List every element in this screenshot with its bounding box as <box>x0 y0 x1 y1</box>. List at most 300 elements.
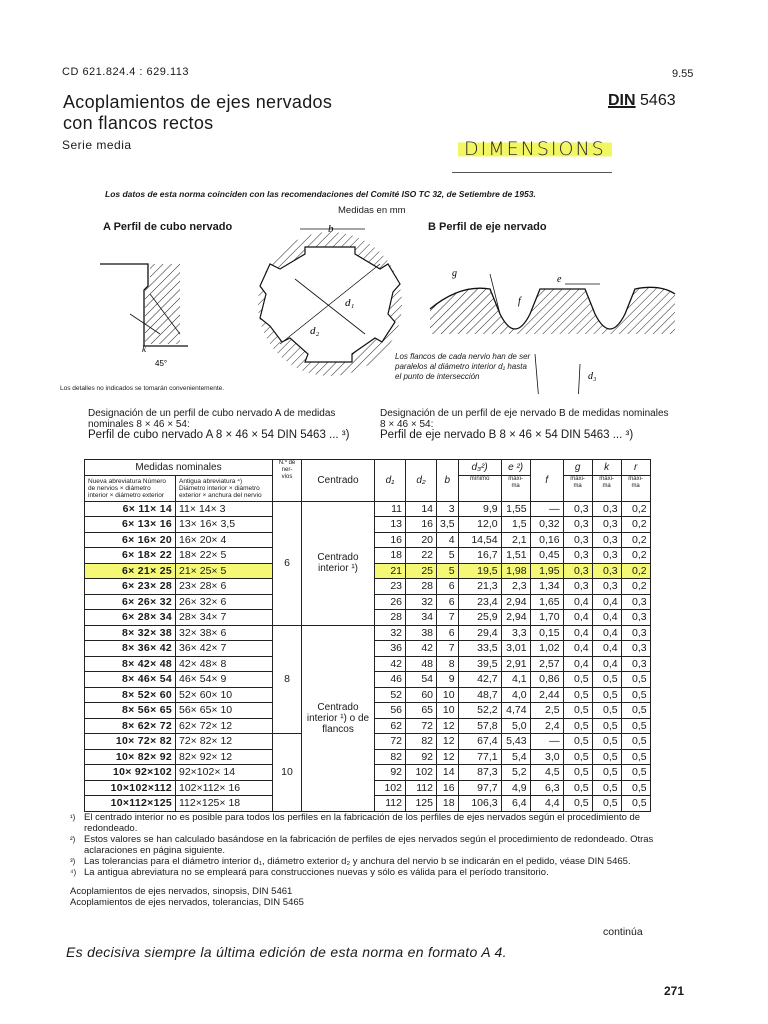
cell-nueva: 10× 82× 92 <box>85 749 176 765</box>
cell-d3: 23,4 <box>458 594 501 610</box>
header-k: k <box>592 460 621 476</box>
cell-d1: 13 <box>375 517 406 533</box>
cell-d2: 102 <box>406 765 437 781</box>
figure-b-title: B Perfil de eje nervado <box>428 221 547 233</box>
cell-d3: 57,8 <box>458 718 501 734</box>
cell-f: 1,95 <box>530 563 563 579</box>
cell-d2: 54 <box>406 672 437 688</box>
cell-k: 0,5 <box>592 687 621 703</box>
cell-d3: 77,1 <box>458 749 501 765</box>
reference-item: Acoplamientos de ejes nervados, sinopsis, DIN 5461 <box>70 886 293 897</box>
cell-f: 4,5 <box>530 765 563 781</box>
cell-d2: 14 <box>406 501 437 517</box>
cell-d3: 12,0 <box>458 517 501 533</box>
cell-f: 4,4 <box>530 796 563 812</box>
cell-g: 0,5 <box>563 672 592 688</box>
cell-d2: 65 <box>406 703 437 719</box>
cell-d2: 82 <box>406 734 437 750</box>
cell-k: 0,4 <box>592 610 621 626</box>
page-number: 271 <box>664 984 685 998</box>
cell-nueva: 6× 13× 16 <box>85 517 176 533</box>
cell-nueva: 6× 28× 34 <box>85 610 176 626</box>
designation-b <box>380 408 670 441</box>
figure-a-title: A Perfil de cubo nervado <box>103 221 233 233</box>
din-standard <box>608 92 676 110</box>
footnote <box>70 834 670 856</box>
cell-d1: 112 <box>375 796 406 812</box>
cell-b: 3,5 <box>437 517 459 533</box>
cell-r: 0,5 <box>621 734 650 750</box>
cell-antigua: 46× 54× 9 <box>176 672 273 688</box>
footnote-mark: ⁴) <box>70 868 77 877</box>
cell-d1: 52 <box>375 687 406 703</box>
cell-g: 0,5 <box>563 734 592 750</box>
cell-d3: 106,3 <box>458 796 501 812</box>
cell-d3: 19,5 <box>458 563 501 579</box>
cell-e: 4,1 <box>501 672 530 688</box>
cell-g: 0,4 <box>563 625 592 641</box>
cell-r: 0,5 <box>621 703 650 719</box>
cell-d3: 14,54 <box>458 532 501 548</box>
cell-d1: 42 <box>375 656 406 672</box>
cell-r: 0,5 <box>621 796 650 812</box>
cell-d1: 16 <box>375 532 406 548</box>
cell-d1: 26 <box>375 594 406 610</box>
cell-b: 3 <box>437 501 459 517</box>
cell-b: 9 <box>437 672 459 688</box>
details-caption: Los detalles no indicados se tomarán convenientemente. <box>60 385 225 392</box>
cell-antigua: 11× 14× 3 <box>176 501 273 517</box>
cell-k: 0,5 <box>592 718 621 734</box>
cell-antigua: 32× 38× 6 <box>176 625 273 641</box>
cell-f: 0,32 <box>530 517 563 533</box>
designation-a-example: Perfil de cubo nervado A 8 × 46 × 54 DIN 5463 ... ³) <box>88 429 350 441</box>
annotation-underline <box>452 172 612 173</box>
cell-e: 2,1 <box>501 532 530 548</box>
units-label: Medidas en mm <box>338 205 406 216</box>
technical-drawing <box>60 214 680 394</box>
cell-g: 0,5 <box>563 718 592 734</box>
footnote-mark: ¹) <box>70 813 76 822</box>
header-antigua: Antigua abreviatura ⁴) Diámetro interior × diámetro exterior × anchura del nervio <box>176 475 273 501</box>
cell-e: 1,98 <box>501 563 530 579</box>
cell-nueva: 8× 32× 38 <box>85 625 176 641</box>
cell-k: 0,5 <box>592 765 621 781</box>
cell-d3: 25,9 <box>458 610 501 626</box>
cell-d1: 18 <box>375 548 406 564</box>
cell-antigua: 28× 34× 7 <box>176 610 273 626</box>
cell-nervios: 8 <box>273 625 302 734</box>
cell-d2: 92 <box>406 749 437 765</box>
table-row <box>85 501 651 517</box>
cell-k: 0,4 <box>592 594 621 610</box>
cell-d1: 28 <box>375 610 406 626</box>
cell-antigua: 21× 25× 5 <box>176 563 273 579</box>
cell-d2: 125 <box>406 796 437 812</box>
cell-d3: 16,7 <box>458 548 501 564</box>
cell-f: 2,4 <box>530 718 563 734</box>
cell-d2: 72 <box>406 718 437 734</box>
decisive-edition-note: Es decisiva siempre la última edición de esta norma en formato A 4. <box>66 944 507 960</box>
cell-d3: 9,9 <box>458 501 501 517</box>
cell-b: 12 <box>437 749 459 765</box>
cell-r: 0,2 <box>621 563 650 579</box>
cell-nueva: 6× 16× 20 <box>85 532 176 548</box>
cell-d2: 25 <box>406 563 437 579</box>
cell-e: 3,3 <box>501 625 530 641</box>
cell-r: 0,2 <box>621 501 650 517</box>
header-r-max: máxi- ma <box>621 475 650 501</box>
cell-k: 0,3 <box>592 548 621 564</box>
cell-b: 12 <box>437 718 459 734</box>
cell-d1: 56 <box>375 703 406 719</box>
cell-g: 0,4 <box>563 610 592 626</box>
cell-f: — <box>530 734 563 750</box>
cell-antigua: 26× 32× 6 <box>176 594 273 610</box>
footnote-mark: ³) <box>70 857 76 866</box>
cell-d2: 112 <box>406 780 437 796</box>
header-d3: d₃²) <box>458 460 501 476</box>
cell-b: 7 <box>437 641 459 657</box>
cell-k: 0,3 <box>592 579 621 595</box>
cell-antigua: 112×125× 18 <box>176 796 273 812</box>
cell-f: 0,15 <box>530 625 563 641</box>
label-b: b <box>328 223 334 235</box>
title-line-1: Acoplamientos de ejes nervados <box>63 92 333 112</box>
cell-k: 0,5 <box>592 780 621 796</box>
cell-k: 0,3 <box>592 517 621 533</box>
cell-d1: 72 <box>375 734 406 750</box>
cell-nueva: 8× 46× 54 <box>85 672 176 688</box>
cell-d1: 102 <box>375 780 406 796</box>
cell-d2: 28 <box>406 579 437 595</box>
table-header-row <box>85 460 651 476</box>
cell-e: 2,94 <box>501 594 530 610</box>
cell-k: 0,4 <box>592 625 621 641</box>
cell-g: 0,3 <box>563 501 592 517</box>
header-d1: d₁ <box>375 460 406 502</box>
cell-e: 1,51 <box>501 548 530 564</box>
cell-f: 0,86 <box>530 672 563 688</box>
cell-r: 0,3 <box>621 641 650 657</box>
cell-g: 0,3 <box>563 579 592 595</box>
cell-d1: 82 <box>375 749 406 765</box>
cell-k: 0,5 <box>592 734 621 750</box>
cell-f: 0,45 <box>530 548 563 564</box>
document-title <box>63 92 332 134</box>
designation-b-text: Designación de un perfil de eje nervado B de medidas nominales 8 × 46 × 54: <box>380 408 669 430</box>
designation-a-text: Designación de un perfil de cubo nervado A de medidas nominales 8 × 46 × 54: <box>88 408 336 430</box>
series-label: Serie media <box>62 138 132 152</box>
cell-f: 0,16 <box>530 532 563 548</box>
iso-note: Los datos de esta norma coinciden con las recomendaciones del Comité ISO TC 32, de Setiembre de 1953. <box>105 189 536 199</box>
label-d2: d₂ <box>310 325 320 337</box>
cell-f: — <box>530 501 563 517</box>
footnote-text: El centrado interior no es posible para todos los perfiles en la fabricación de los perfiles de ejes nervados según el procedimiento de redondeado. <box>84 812 641 834</box>
issue-date: 9.55 <box>672 68 694 80</box>
cell-f: 6,3 <box>530 780 563 796</box>
cell-d2: 22 <box>406 548 437 564</box>
header-e-max: máxi- ma <box>501 475 530 501</box>
cell-r: 0,5 <box>621 672 650 688</box>
dimensions-table <box>84 459 651 812</box>
cell-b: 10 <box>437 687 459 703</box>
cell-k: 0,4 <box>592 641 621 657</box>
header-b: b <box>437 460 459 502</box>
din-number: 5463 <box>640 92 676 109</box>
cell-b: 8 <box>437 656 459 672</box>
footnote <box>70 812 670 834</box>
cell-b: 16 <box>437 780 459 796</box>
cell-g: 0,4 <box>563 594 592 610</box>
cell-d3: 21,3 <box>458 579 501 595</box>
cell-antigua: 62× 72× 12 <box>176 718 273 734</box>
cell-d2: 32 <box>406 594 437 610</box>
header-centrado: Centrado <box>302 460 375 502</box>
cell-d2: 20 <box>406 532 437 548</box>
cell-e: 6,4 <box>501 796 530 812</box>
cell-g: 0,3 <box>563 563 592 579</box>
cell-b: 7 <box>437 610 459 626</box>
cell-e: 5,0 <box>501 718 530 734</box>
cell-k: 0,5 <box>592 703 621 719</box>
cell-d2: 16 <box>406 517 437 533</box>
cell-antigua: 16× 20× 4 <box>176 532 273 548</box>
cell-k: 0,5 <box>592 672 621 688</box>
footnote-text: Las tolerancias para el diámetro interior d₁, diámetro exterior d₂ y anchura del nervio b se indicarán en el pedido, véase DIN 5465. <box>84 856 631 867</box>
cell-nueva: 8× 42× 48 <box>85 656 176 672</box>
cell-antigua: 56× 65× 10 <box>176 703 273 719</box>
cell-g: 0,5 <box>563 796 592 812</box>
cell-e: 5,43 <box>501 734 530 750</box>
cell-g: 0,5 <box>563 749 592 765</box>
cell-f: 1,02 <box>530 641 563 657</box>
cell-g: 0,3 <box>563 532 592 548</box>
cell-e: 2,94 <box>501 610 530 626</box>
reference-item: Acoplamientos de ejes nervados, tolerancias, DIN 5465 <box>70 897 304 908</box>
designation-a <box>88 408 373 441</box>
cell-r: 0,2 <box>621 548 650 564</box>
cell-k: 0,3 <box>592 532 621 548</box>
cell-d1: 46 <box>375 672 406 688</box>
label-g: g <box>452 268 457 279</box>
cell-b: 6 <box>437 579 459 595</box>
references <box>70 886 304 908</box>
cell-b: 5 <box>437 563 459 579</box>
cell-d1: 11 <box>375 501 406 517</box>
cell-g: 0,5 <box>563 703 592 719</box>
cell-d1: 23 <box>375 579 406 595</box>
hub-cross-section <box>258 223 402 376</box>
cell-centrado: Centrado interior ¹) <box>302 501 375 625</box>
cell-r: 0,3 <box>621 656 650 672</box>
cell-b: 10 <box>437 703 459 719</box>
cell-b: 12 <box>437 734 459 750</box>
header-medidas: Medidas nominales <box>85 460 273 476</box>
cell-e: 1,55 <box>501 501 530 517</box>
footnote-text: Estos valores se han calculado basándose en la fabricación de perfiles de ejes nervados según el procedimiento de redondeado. Otras aclaraciones en página siguiente. <box>84 834 654 856</box>
cell-r: 0,3 <box>621 594 650 610</box>
cell-r: 0,5 <box>621 765 650 781</box>
header-minimo: mínimo <box>458 475 501 501</box>
header-d2: d₂ <box>406 460 437 502</box>
cell-d1: 92 <box>375 765 406 781</box>
cell-g: 0,3 <box>563 548 592 564</box>
din-label: DIN <box>608 92 636 109</box>
cell-r: 0,3 <box>621 610 650 626</box>
header-e: e ²) <box>501 460 530 476</box>
cell-nueva: 6× 23× 28 <box>85 579 176 595</box>
footnotes <box>70 812 670 878</box>
cell-k: 0,5 <box>592 749 621 765</box>
cell-d3: 48,7 <box>458 687 501 703</box>
designation-b-example: Perfil de eje nervado B 8 × 46 × 54 DIN 5463 ... ³) <box>380 429 634 441</box>
title-line-2: con flancos rectos <box>63 113 214 133</box>
handwritten-annotation: DIMENSIONS <box>458 138 612 160</box>
cell-d3: 33,5 <box>458 641 501 657</box>
shaft-caption: Los flancos de cada nervio han de ser paralelos al diámetro interior d₁ hasta el punto de intersección <box>395 352 531 381</box>
label-e: e <box>557 274 562 285</box>
label-k: k <box>142 344 146 354</box>
cell-g: 0,4 <box>563 641 592 657</box>
cell-nervios: 6 <box>273 501 302 625</box>
cell-nueva: 6× 11× 14 <box>85 501 176 517</box>
label-d3: d₃ <box>588 371 597 382</box>
cell-r: 0,2 <box>621 532 650 548</box>
header-g-max: máxi- ma <box>563 475 592 501</box>
label-d1: d₁ <box>345 297 355 309</box>
cell-nueva: 6× 18× 22 <box>85 548 176 564</box>
cell-g: 0,3 <box>563 517 592 533</box>
cell-nueva: 6× 21× 25 <box>85 563 176 579</box>
cell-f: 2,5 <box>530 703 563 719</box>
cell-b: 14 <box>437 765 459 781</box>
footnote <box>70 856 670 867</box>
cell-antigua: 92×102× 14 <box>176 765 273 781</box>
cell-f: 1,65 <box>530 594 563 610</box>
cell-d1: 32 <box>375 625 406 641</box>
cd-classification: CD 621.824.4 : 629.113 <box>62 66 189 78</box>
cell-f: 1,70 <box>530 610 563 626</box>
cell-antigua: 36× 42× 7 <box>176 641 273 657</box>
cell-k: 0,5 <box>592 796 621 812</box>
cell-nueva: 8× 62× 72 <box>85 718 176 734</box>
cell-d1: 21 <box>375 563 406 579</box>
cell-r: 0,5 <box>621 749 650 765</box>
cell-d3: 67,4 <box>458 734 501 750</box>
cell-r: 0,5 <box>621 780 650 796</box>
cell-f: 1,34 <box>530 579 563 595</box>
cell-antigua: 102×112× 16 <box>176 780 273 796</box>
cell-nueva: 10× 92×102 <box>85 765 176 781</box>
cell-e: 4,9 <box>501 780 530 796</box>
cell-d3: 52,2 <box>458 703 501 719</box>
cell-b: 5 <box>437 548 459 564</box>
cell-centrado: Centrado interior ¹) o de flancos <box>302 625 375 811</box>
cell-d3: 97,7 <box>458 780 501 796</box>
cell-nervios: 10 <box>273 734 302 812</box>
cell-nueva: 10×102×112 <box>85 780 176 796</box>
cell-antigua: 52× 60× 10 <box>176 687 273 703</box>
cell-e: 4,0 <box>501 687 530 703</box>
cell-e: 5,4 <box>501 749 530 765</box>
cell-b: 6 <box>437 594 459 610</box>
cell-antigua: 42× 48× 8 <box>176 656 273 672</box>
detail-a-hub-corner <box>100 264 188 368</box>
label-f: f <box>518 296 521 307</box>
cell-d1: 62 <box>375 718 406 734</box>
table-row <box>85 625 651 641</box>
cell-g: 0,5 <box>563 687 592 703</box>
cell-r: 0,5 <box>621 687 650 703</box>
cell-f: 2,57 <box>530 656 563 672</box>
cell-g: 0,5 <box>563 780 592 796</box>
cell-nueva: 8× 56× 65 <box>85 703 176 719</box>
cell-nueva: 10× 72× 82 <box>85 734 176 750</box>
cell-nueva: 8× 52× 60 <box>85 687 176 703</box>
cell-antigua: 13× 16× 3,5 <box>176 517 273 533</box>
header-f: f <box>530 460 563 502</box>
header-k-max: máxi- ma <box>592 475 621 501</box>
cell-e: 2,91 <box>501 656 530 672</box>
header-r: r <box>621 460 650 476</box>
cell-k: 0,3 <box>592 563 621 579</box>
cell-e: 1,5 <box>501 517 530 533</box>
cell-d2: 38 <box>406 625 437 641</box>
cell-d3: 42,7 <box>458 672 501 688</box>
label-angle: 45° <box>155 359 168 368</box>
cell-k: 0,4 <box>592 656 621 672</box>
header-g: g <box>563 460 592 476</box>
cell-r: 0,3 <box>621 625 650 641</box>
cell-d2: 48 <box>406 656 437 672</box>
cell-d2: 60 <box>406 687 437 703</box>
header-nervios: N.º de ner- vios <box>273 460 302 502</box>
cell-f: 3,0 <box>530 749 563 765</box>
cell-d2: 34 <box>406 610 437 626</box>
cell-d1: 36 <box>375 641 406 657</box>
cell-d3: 29,4 <box>458 625 501 641</box>
cell-antigua: 72× 82× 12 <box>176 734 273 750</box>
cell-g: 0,5 <box>563 765 592 781</box>
footnote-text: La antigua abreviatura no se empleará para construcciones nuevas y sólo es válida para el período transitorio. <box>84 867 549 878</box>
continues-label: continúa <box>603 926 643 938</box>
cell-e: 3,01 <box>501 641 530 657</box>
cell-b: 4 <box>437 532 459 548</box>
cell-antigua: 18× 22× 5 <box>176 548 273 564</box>
cell-e: 2,3 <box>501 579 530 595</box>
cell-b: 18 <box>437 796 459 812</box>
cell-d2: 42 <box>406 641 437 657</box>
cell-nueva: 8× 36× 42 <box>85 641 176 657</box>
cell-f: 2,44 <box>530 687 563 703</box>
cell-r: 0,5 <box>621 718 650 734</box>
cell-d3: 87,3 <box>458 765 501 781</box>
cell-r: 0,2 <box>621 579 650 595</box>
cell-e: 5,2 <box>501 765 530 781</box>
table-body <box>85 501 651 811</box>
cell-nueva: 10×112×125 <box>85 796 176 812</box>
cell-r: 0,2 <box>621 517 650 533</box>
cell-k: 0,3 <box>592 501 621 517</box>
cell-b: 6 <box>437 625 459 641</box>
footnote-mark: ²) <box>70 835 76 844</box>
cell-d3: 39,5 <box>458 656 501 672</box>
cell-antigua: 82× 92× 12 <box>176 749 273 765</box>
cell-e: 4,74 <box>501 703 530 719</box>
cell-antigua: 23× 28× 6 <box>176 579 273 595</box>
header-nueva: Nueva abreviatura Número de nervios × diámetro interior × diámetro exterior <box>85 475 176 501</box>
